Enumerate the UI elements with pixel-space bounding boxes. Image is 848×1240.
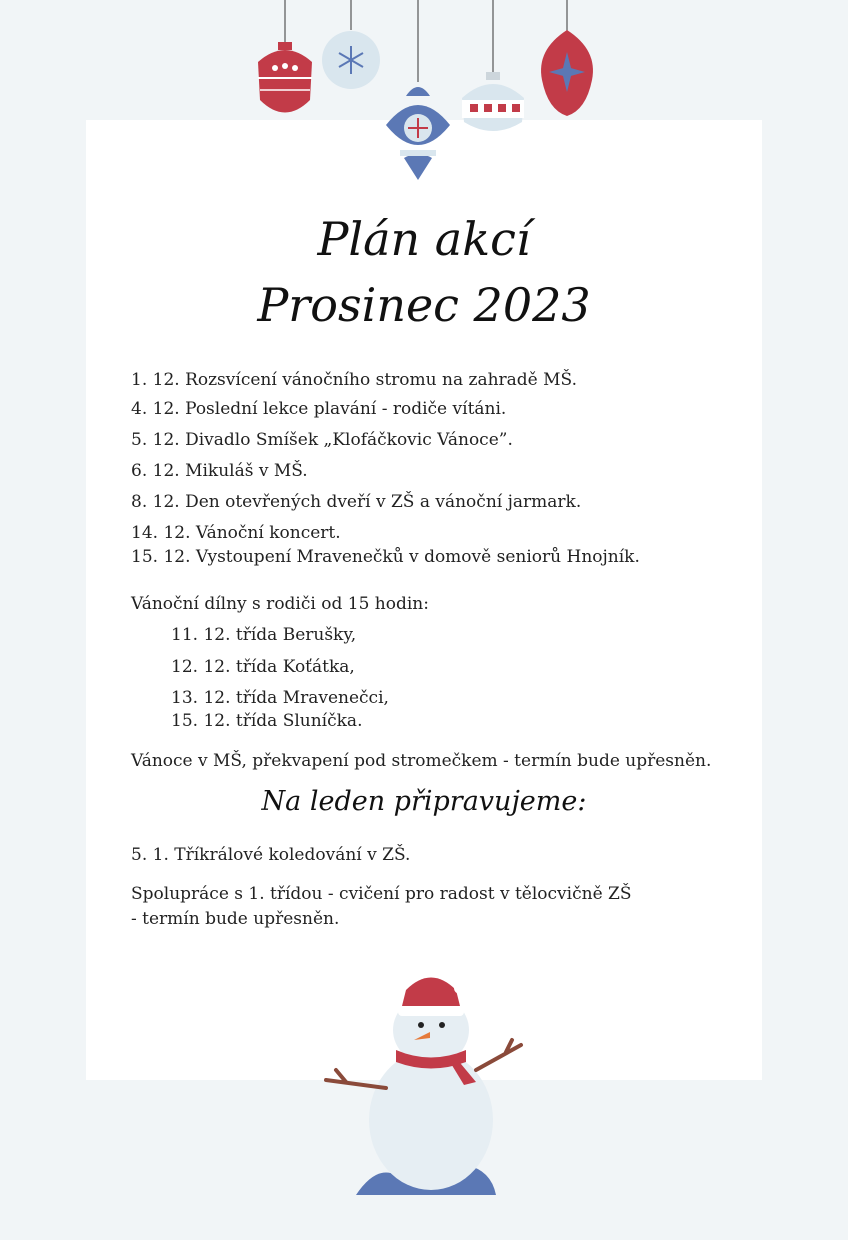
cooperation-text: Spolupráce s 1. třídou - cvičení pro radost v tělocvičně ZŠ: [131, 884, 632, 904]
snowflake-icon: [790, 610, 848, 720]
snowflake-icon: [705, 935, 825, 1055]
page-title: Plán akcí: [317, 212, 531, 266]
christmas-note: Vánoce v MŠ, překvapení pod stromečkem - termín bude upřesněn.: [131, 751, 712, 771]
january-heading: Na leden připravujeme:: [261, 786, 587, 817]
event-item: 6. 12. Mikuláš v MŠ.: [131, 461, 308, 481]
snowflake-icon: [0, 540, 100, 660]
event-item: 8. 12. Den otevřených dveří v ZŠ a vánoční jarmark.: [131, 492, 582, 512]
january-event: 5. 1. Tříkrálové koledování v ZŠ.: [131, 845, 411, 865]
snowflake-icon: [750, 380, 848, 540]
workshop-item: 11. 12. třída Berušky,: [171, 625, 357, 645]
event-item: 15. 12. Vystoupení Mravenečků v domově seniorů Hnojník.: [131, 547, 640, 567]
event-item: 1. 12. Rozsvícení vánočního stromu na zahradě MŠ.: [131, 370, 577, 390]
christmas-ornament-icon: [378, 0, 458, 185]
christmas-ornament-icon: [456, 0, 530, 140]
christmas-ornament-icon: [250, 0, 320, 130]
event-item: 4. 12. Poslední lekce plavání - rodiče vítáni.: [131, 399, 507, 419]
christmas-ornament-icon: [536, 0, 598, 120]
workshop-item: 12. 12. třída Koťátka,: [171, 657, 355, 677]
snowman-icon: [316, 970, 536, 1200]
event-item: 5. 12. Divadlo Smíšek „Klofáčkovic Vánoce”.: [131, 430, 513, 450]
event-item: 14. 12. Vánoční koncert.: [131, 523, 341, 543]
workshop-item: 13. 12. třída Mravenečci,: [171, 688, 389, 708]
christmas-ornament-icon: [318, 0, 384, 100]
workshops-heading: Vánoční dílny s rodiči od 15 hodin:: [131, 594, 429, 614]
snowflake-icon: [130, 935, 250, 1055]
cooperation-text: - termín bude upřesněn.: [131, 909, 340, 929]
workshop-item: 15. 12. třída Sluníčka.: [171, 711, 363, 731]
snowflake-icon: [25, 370, 115, 460]
page-subtitle: Prosinec 2023: [257, 278, 591, 332]
